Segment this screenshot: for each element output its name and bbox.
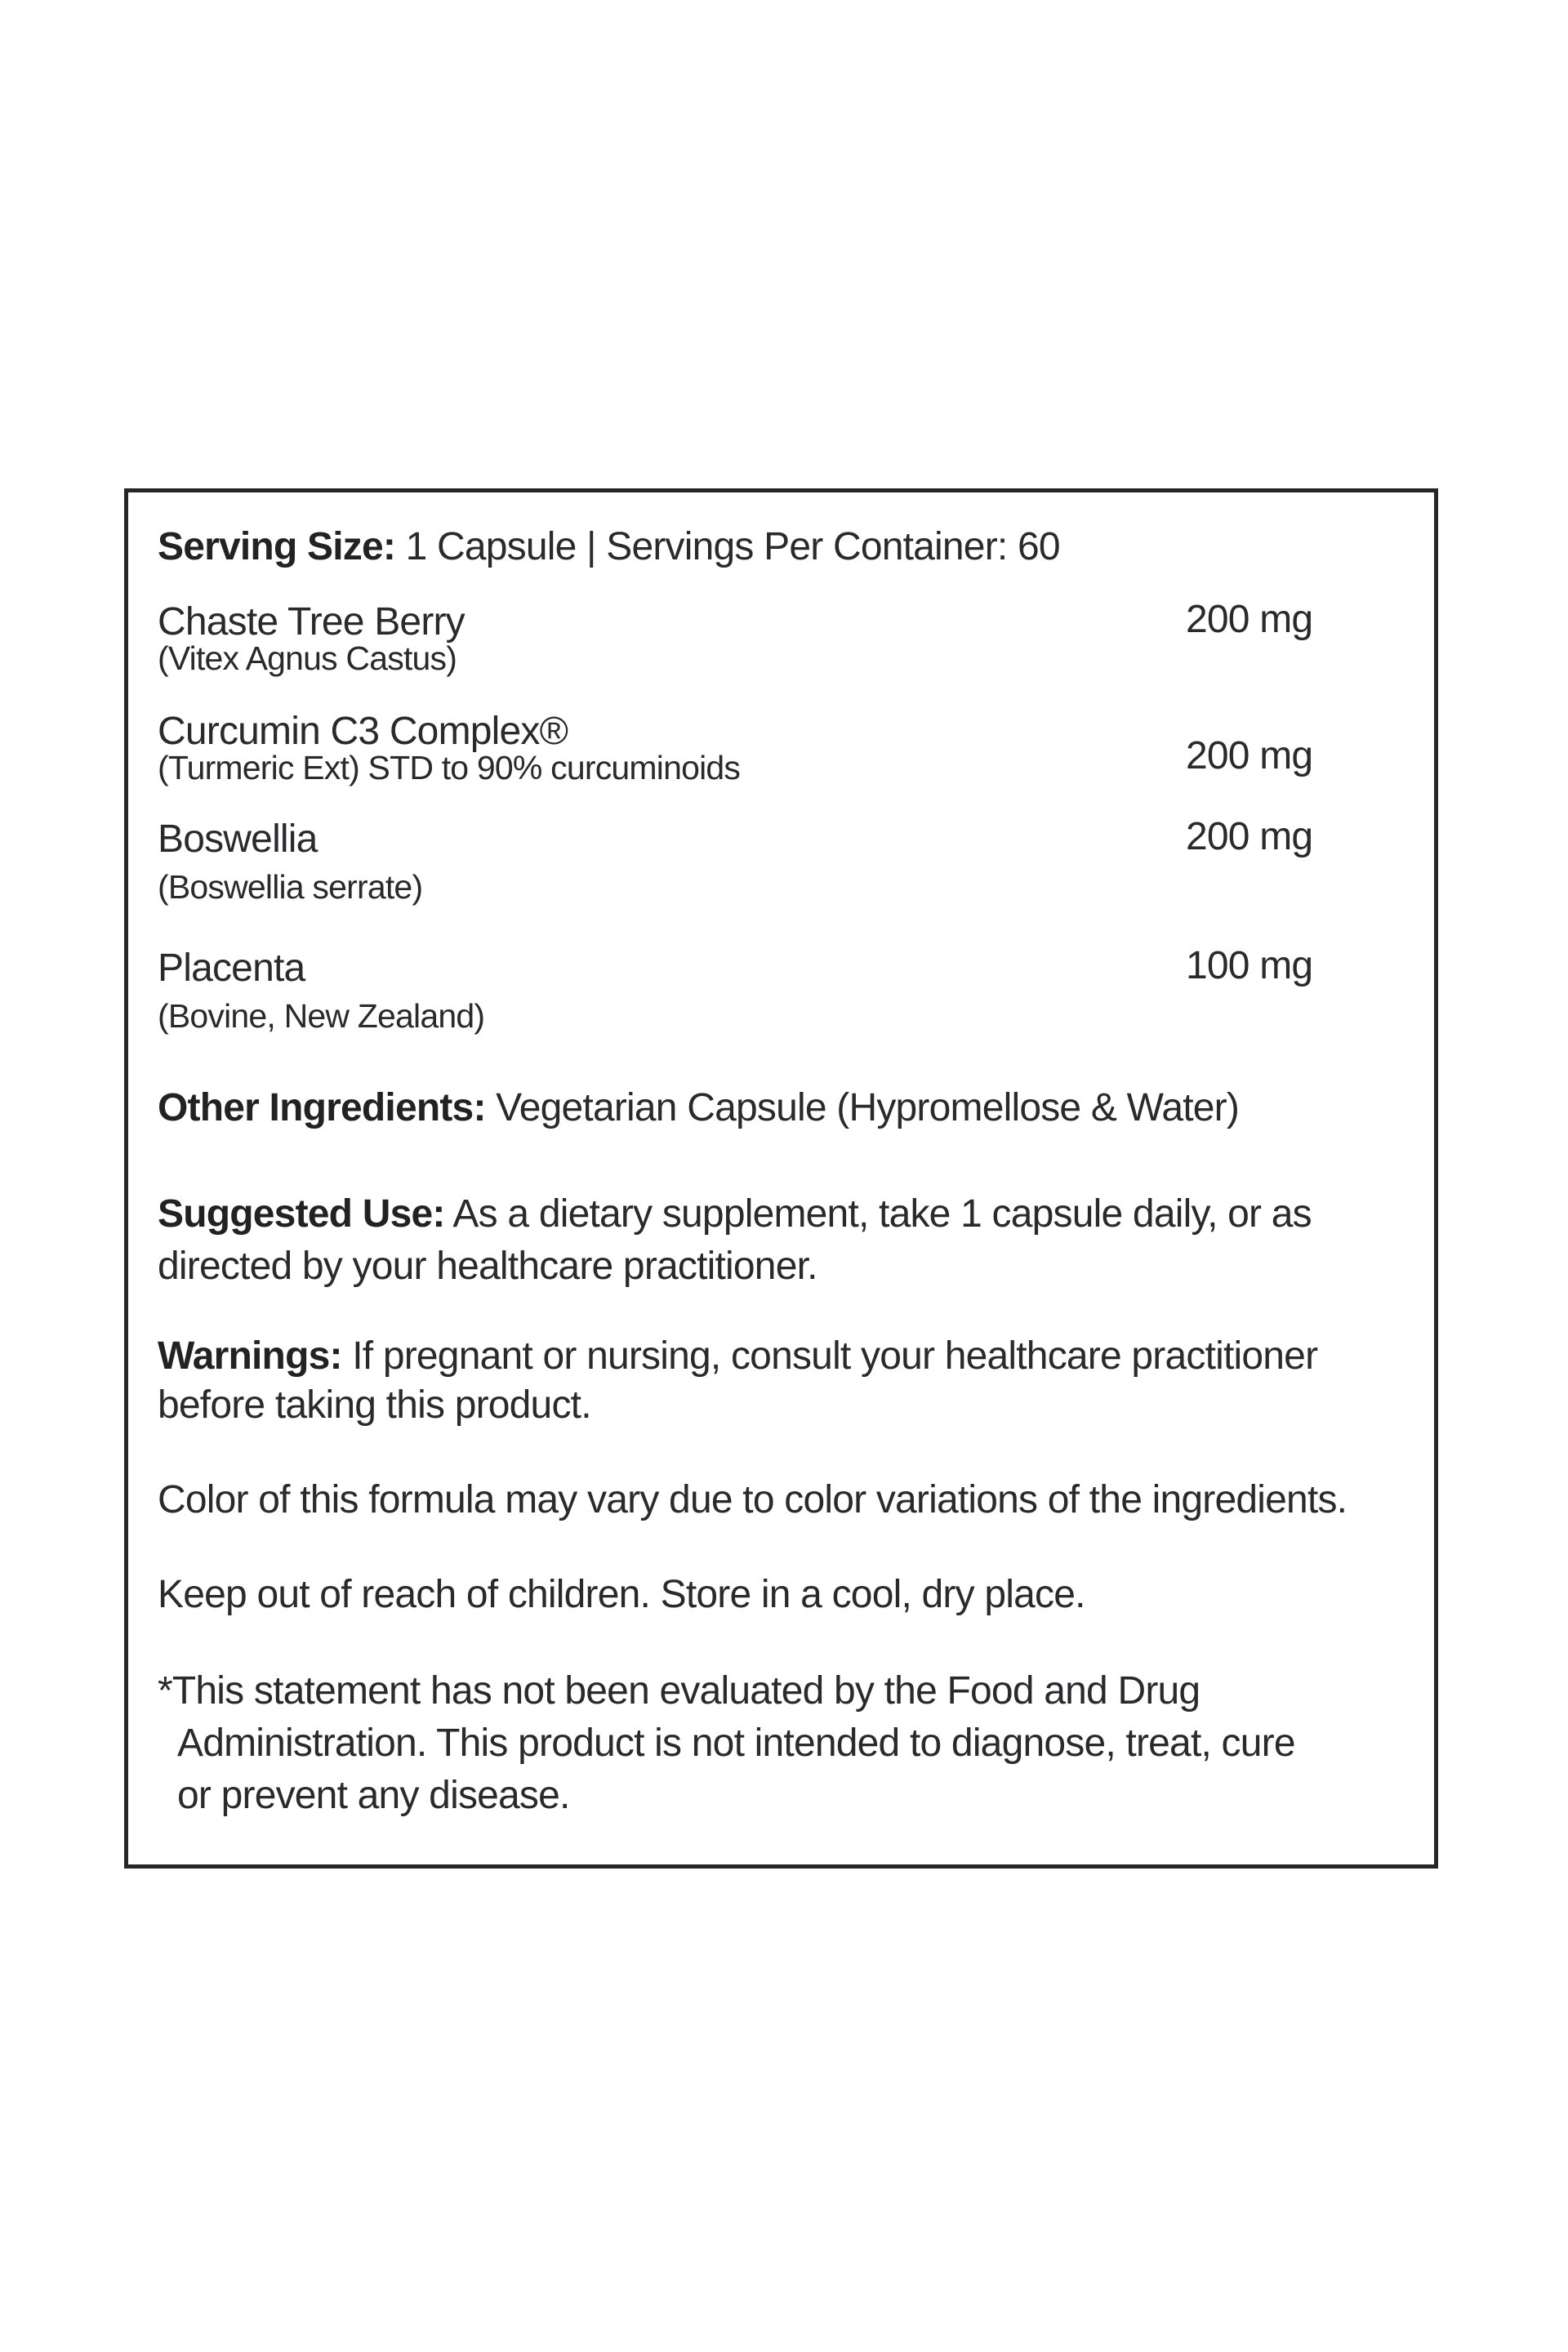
suggested-use-label: Suggested Use: <box>158 1192 445 1236</box>
supplement-facts-panel <box>124 488 1438 1869</box>
ingredient-source: (Bovine, New Zealand) <box>158 997 485 1035</box>
ingredient-amount: 100 mg <box>1186 944 1313 987</box>
warnings-line-1 <box>158 1330 1317 1383</box>
warnings-line-2: before taking this product. <box>158 1383 591 1427</box>
ingredient-name: Curcumin C3 Complex® <box>158 710 568 753</box>
suggested-use-line-2: directed by your healthcare practitioner. <box>158 1245 817 1288</box>
suggested-use-line-1 <box>158 1188 1312 1241</box>
ingredient-amount: 200 mg <box>1186 598 1313 641</box>
storage-note: Keep out of reach of children. Store in a cool, dry place. <box>158 1573 1085 1616</box>
ingredient-name: Chaste Tree Berry <box>158 600 465 644</box>
ingredient-source: (Vitex Agnus Castus) <box>158 639 457 677</box>
warnings-label: Warnings: <box>158 1334 342 1378</box>
fda-disclaimer-line-3: or prevent any disease. <box>177 1774 570 1817</box>
other-ingredients-line <box>158 1082 1239 1134</box>
fda-disclaimer-line-1: *This statement has not been evaluated by the Food and Drug <box>158 1669 1200 1713</box>
ingredient-source: (Boswellia serrate) <box>158 868 423 906</box>
ingredient-source: (Turmeric Ext) STD to 90% curcuminoids <box>158 749 741 786</box>
suggested-use-text: As a dietary supplement, take 1 capsule daily, or as <box>444 1192 1312 1236</box>
serving-size-line <box>158 523 1060 571</box>
ingredient-name: Boswellia <box>158 817 318 861</box>
fda-disclaimer-line-2: Administration. This product is not intended to diagnose, treat, cure <box>177 1722 1295 1765</box>
serving-size-label: Serving Size: <box>158 525 396 568</box>
other-ingredients-value: Vegetarian Capsule (Hypromellose & Water) <box>485 1086 1240 1129</box>
warnings-text: If pregnant or nursing, consult your healthcare practitioner <box>341 1334 1318 1378</box>
ingredient-amount: 200 mg <box>1186 734 1313 777</box>
ingredient-amount: 200 mg <box>1186 815 1313 858</box>
color-variation-note: Color of this formula may vary due to color variations of the ingredients. <box>158 1478 1348 1521</box>
serving-size-value: 1 Capsule | Servings Per Container: 60 <box>395 525 1060 568</box>
ingredient-name: Placenta <box>158 947 305 990</box>
other-ingredients-label: Other Ingredients: <box>158 1086 486 1129</box>
